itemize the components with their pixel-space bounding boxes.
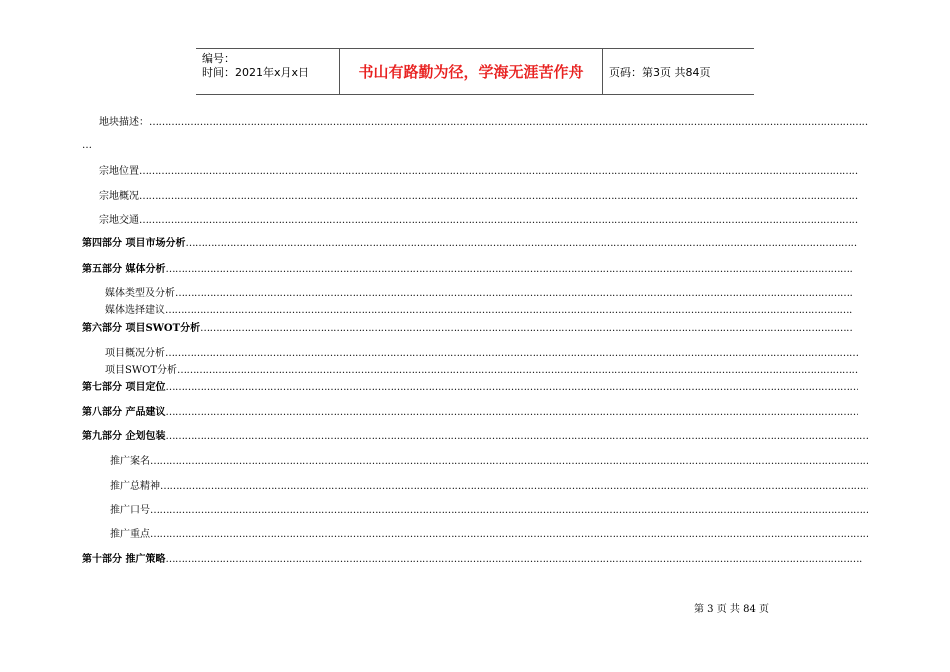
- time-label: 时间：2021年x月x日: [202, 66, 310, 79]
- toc-entry-label: 宗地交通: [99, 215, 139, 226]
- page-header: [196, 48, 754, 95]
- toc-leader: [139, 214, 858, 228]
- toc-entry[interactable]: [82, 322, 852, 336]
- toc-entry-label: 第八部分 产品建议: [82, 407, 166, 418]
- toc-leader: [165, 430, 868, 444]
- toc-leader: [139, 165, 858, 179]
- header-page-code: 页码：第3页 共84页: [609, 65, 711, 79]
- toc-entry[interactable]: [82, 430, 868, 444]
- toc-entry[interactable]: [99, 116, 868, 130]
- toc-leader: [149, 116, 868, 130]
- toc-entry[interactable]: [82, 263, 852, 277]
- toc-entry-label: 宗地概况: [99, 191, 139, 202]
- toc-leader: [165, 304, 852, 318]
- toc-leader: [165, 381, 858, 395]
- toc-entry-label: 第四部分 项目市场分析: [82, 238, 186, 249]
- toc-entry[interactable]: [110, 504, 868, 518]
- header-meta: [196, 49, 339, 94]
- toc-entry-label: 第十部分 推广策略: [82, 554, 166, 565]
- header-motto: 书山有路勤为径，学海无涯苦作舟: [339, 49, 603, 94]
- toc-leader: [185, 237, 858, 251]
- toc-entry[interactable]: [105, 287, 852, 301]
- toc-entry[interactable]: [82, 406, 858, 420]
- toc-entry[interactable]: [99, 165, 858, 179]
- toc-entry-label: 项目概况分析: [105, 348, 165, 359]
- toc-entry-label: 推广口号: [110, 505, 150, 516]
- toc-entry[interactable]: [105, 347, 858, 361]
- number-label: 编号：: [202, 52, 235, 65]
- toc-entry[interactable]: [99, 214, 858, 228]
- toc-leader: [177, 364, 858, 378]
- toc-entry[interactable]: [110, 455, 868, 469]
- toc-entry[interactable]: [105, 364, 858, 378]
- page-footer: 第 3 页 共 84 页: [694, 604, 769, 615]
- toc-leader: [165, 553, 862, 567]
- toc-leader: [165, 406, 858, 420]
- toc-leader: [150, 455, 868, 469]
- toc-entry-label: 推广案名: [110, 456, 150, 467]
- toc-entry[interactable]: [110, 528, 868, 542]
- toc-entry-label: 推广重点: [110, 529, 150, 540]
- toc-entry-label: 媒体选择建议: [105, 305, 165, 316]
- toc-entry-label: 媒体类型及分析: [105, 288, 175, 299]
- toc-entry-label: 第六部分 项目SWOT分析: [82, 323, 201, 334]
- toc-entry-label: 第五部分 媒体分析: [82, 264, 166, 275]
- toc-entry[interactable]: [105, 304, 852, 318]
- toc-entry[interactable]: [99, 190, 858, 204]
- toc-entry[interactable]: [82, 381, 858, 395]
- toc-leader: [150, 504, 868, 518]
- toc-entry-label: 宗地位置: [99, 166, 139, 177]
- toc-entry-label: 项目SWOT分析: [105, 365, 177, 376]
- toc-entry-label: 地块描述：: [99, 117, 149, 128]
- toc-leader: [200, 322, 852, 336]
- toc-leader: [150, 528, 868, 542]
- toc-entry-label: 推广总精神: [110, 481, 160, 492]
- toc-leader: [165, 263, 852, 277]
- toc-continuation: …: [82, 140, 92, 151]
- toc-leader: [160, 480, 868, 494]
- toc-leader: [139, 190, 858, 204]
- toc-entry-label: 第七部分 项目定位: [82, 382, 166, 393]
- toc-leader: [165, 347, 858, 361]
- toc-entry[interactable]: [82, 237, 858, 251]
- toc-entry-label: 第九部分 企划包装: [82, 431, 166, 442]
- toc-leader: [175, 287, 852, 301]
- toc-entry[interactable]: [110, 480, 868, 494]
- toc-entry[interactable]: [82, 553, 862, 567]
